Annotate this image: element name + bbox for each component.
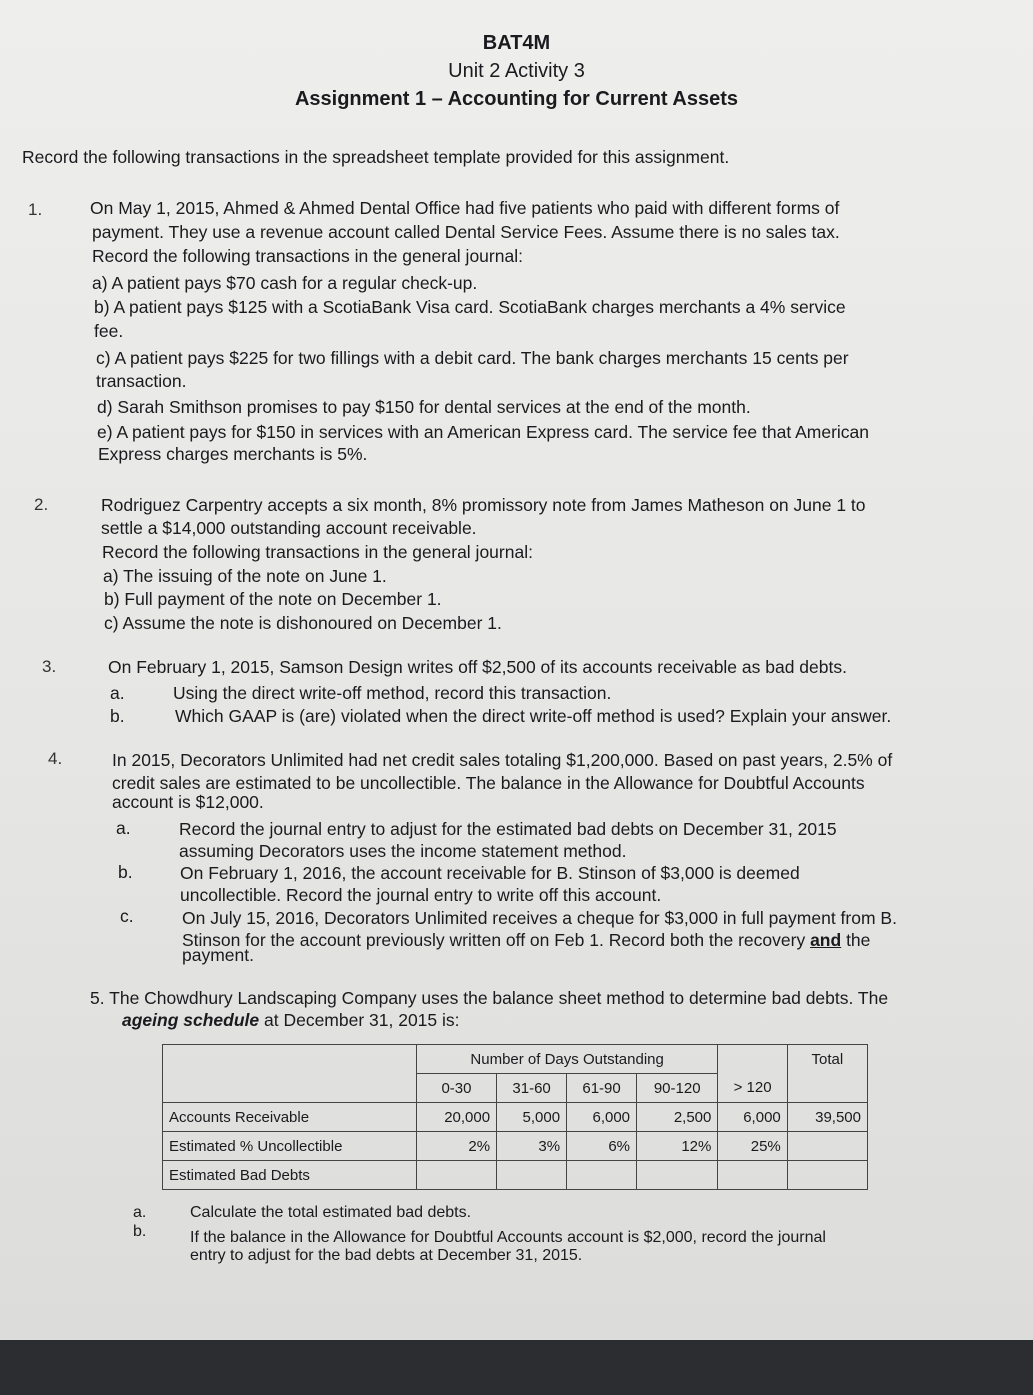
table-cell: 5,000 <box>497 1103 567 1132</box>
row-label: Estimated Bad Debts <box>163 1161 417 1190</box>
q3-part-label: b. <box>110 706 125 726</box>
q1-line: a) A patient pays $70 cash for a regular check-up. <box>92 273 478 293</box>
q1-line: c) A patient pays $225 for two fillings with a debit card. The bank charges merchants 15 cents per <box>96 348 849 368</box>
q1-line: b) A patient pays $125 with a ScotiaBank Visa card. ScotiaBank charges merchants a 4% service <box>94 297 846 317</box>
q1-number: 1. <box>28 200 43 219</box>
q4-part-label: b. <box>118 862 133 882</box>
q1-line: On May 1, 2015, Ahmed & Ahmed Dental Office had five patients who paid with different forms of <box>90 198 840 218</box>
q5-part-label: a. <box>133 1204 147 1221</box>
q4-stem-line: account is $12,000. <box>112 792 264 812</box>
table-cell <box>718 1161 787 1190</box>
table-row <box>163 1103 868 1132</box>
q5-line: 5. The Chowdhury Landscaping Company uses the balance sheet method to determine bad debts. The <box>90 988 889 1008</box>
q5-part-text: entry to adjust for the bad debts at December 31, 2015. <box>190 1247 583 1264</box>
q5-part-text: Calculate the total estimated bad debts. <box>190 1204 472 1221</box>
days-outstanding-header: Number of Days Outstanding <box>416 1045 717 1074</box>
q1-line: e) A patient pays for $150 in services with an American Express card. The service fee that American <box>97 422 870 442</box>
total-cell <box>787 1132 867 1161</box>
q1-line: payment. They use a revenue account called Dental Service Fees. Assume there is no sales tax. <box>92 222 840 242</box>
q1-line: transaction. <box>96 371 187 391</box>
q4-b-line: On February 1, 2016, the account receivable for B. Stinson of $3,000 is deemed <box>180 863 800 883</box>
q1-line: Record the following transactions in the general journal: <box>92 246 523 266</box>
q2-line: b) Full payment of the note on December 1. <box>104 589 442 609</box>
table-cell: 6% <box>567 1132 637 1161</box>
q2-line: a) The issuing of the note on June 1. <box>103 566 387 586</box>
q4-stem-line: In 2015, Decorators Unlimited had net credit sales totaling $1,200,000. Based on past years, 2.5% of <box>112 750 893 770</box>
q3-stem: On February 1, 2015, Samson Design writes off $2,500 of its accounts receivable as bad debts. <box>108 657 847 677</box>
bucket-header: > 120 <box>718 1074 787 1103</box>
q3-part-text: Which GAAP is (are) violated when the direct write-off method is used? Explain your answer. <box>175 706 892 726</box>
ageing-schedule-table <box>162 1044 868 1190</box>
q4-b-line: uncollectible. Record the journal entry to write off this account. <box>180 885 662 905</box>
total-header: Total <box>787 1045 867 1074</box>
q4-stem-line: credit sales are estimated to be uncollectible. The balance in the Allowance for Doubtful Accounts <box>112 773 865 793</box>
q1-line: Express charges merchants is 5%. <box>98 444 368 464</box>
row-label: Accounts Receivable <box>163 1103 417 1132</box>
emphasis-and: and <box>810 930 842 950</box>
q2-line: Record the following transactions in the general journal: <box>102 542 533 562</box>
q5-line: ageing schedule at December 31, 2015 is: <box>122 1010 460 1030</box>
bucket-header: 0-30 <box>416 1074 496 1103</box>
table-cell: 2,500 <box>637 1103 718 1132</box>
q2-line: settle a $14,000 outstanding account receivable. <box>101 518 477 538</box>
q4-a-line: Record the journal entry to adjust for the estimated bad debts on December 31, 2015 <box>179 819 837 839</box>
unit-activity: Unit 2 Activity 3 <box>448 60 585 82</box>
q4-part-label: a. <box>116 818 131 838</box>
q1-line: fee. <box>94 321 124 341</box>
table-cell <box>416 1161 496 1190</box>
table-cell <box>497 1161 567 1190</box>
monitor-bezel <box>0 1340 1033 1395</box>
table-cell <box>567 1161 637 1190</box>
q1-line: d) Sarah Smithson promises to pay $150 for dental services at the end of the month. <box>97 397 751 417</box>
q5-part-text: If the balance in the Allowance for Doubtful Accounts account is $2,000, record the journal <box>190 1229 826 1246</box>
assignment-title: Assignment 1 – Accounting for Current Assets <box>294 88 739 110</box>
q3-part-label: a. <box>110 683 125 703</box>
q2-line: c) Assume the note is dishonoured on December 1. <box>104 613 502 633</box>
bucket-header: 90-120 <box>637 1074 718 1103</box>
row-label: Estimated % Uncollectible <box>163 1132 417 1161</box>
q5-part-label: b. <box>133 1223 147 1240</box>
q4-c-line: Stinson for the account previously written off on Feb 1. Record both the recovery and the <box>182 930 871 950</box>
table-cell: 2% <box>416 1132 496 1161</box>
table-cell: 3% <box>497 1132 567 1161</box>
q4-part-label: c. <box>120 906 134 926</box>
q2-number: 2. <box>34 495 49 514</box>
total-cell <box>787 1161 867 1190</box>
table-cell: 6,000 <box>718 1103 787 1132</box>
q3-part-text: Using the direct write-off method, record this transaction. <box>173 683 612 703</box>
bucket-header: 61-90 <box>567 1074 637 1103</box>
table-row <box>163 1161 868 1190</box>
table-header-row <box>163 1045 868 1074</box>
q4-c-line: On July 15, 2016, Decorators Unlimited receives a cheque for $3,000 in full payment from B. <box>182 908 897 928</box>
intro-text: Record the following transactions in the spreadsheet template provided for this assignment. <box>22 147 730 167</box>
q4-a-line: assuming Decorators uses the income statement method. <box>179 841 627 861</box>
table-cell: 25% <box>718 1132 787 1161</box>
q4-number: 4. <box>48 749 63 768</box>
emphasis-ageing-schedule: ageing schedule <box>122 1010 260 1030</box>
bucket-header: 31-60 <box>497 1074 567 1103</box>
q3-number: 3. <box>42 657 57 676</box>
table-row <box>163 1132 868 1161</box>
table-cell: 6,000 <box>567 1103 637 1132</box>
course-code: BAT4M <box>482 32 551 54</box>
q4-c-line: payment. <box>182 945 254 965</box>
table-cell: 12% <box>637 1132 718 1161</box>
q2-line: Rodriguez Carpentry accepts a six month, 8% promissory note from James Matheson on June 1 to <box>101 495 866 515</box>
total-cell: 39,500 <box>787 1103 867 1132</box>
table-cell <box>637 1161 718 1190</box>
table-cell: 20,000 <box>416 1103 496 1132</box>
